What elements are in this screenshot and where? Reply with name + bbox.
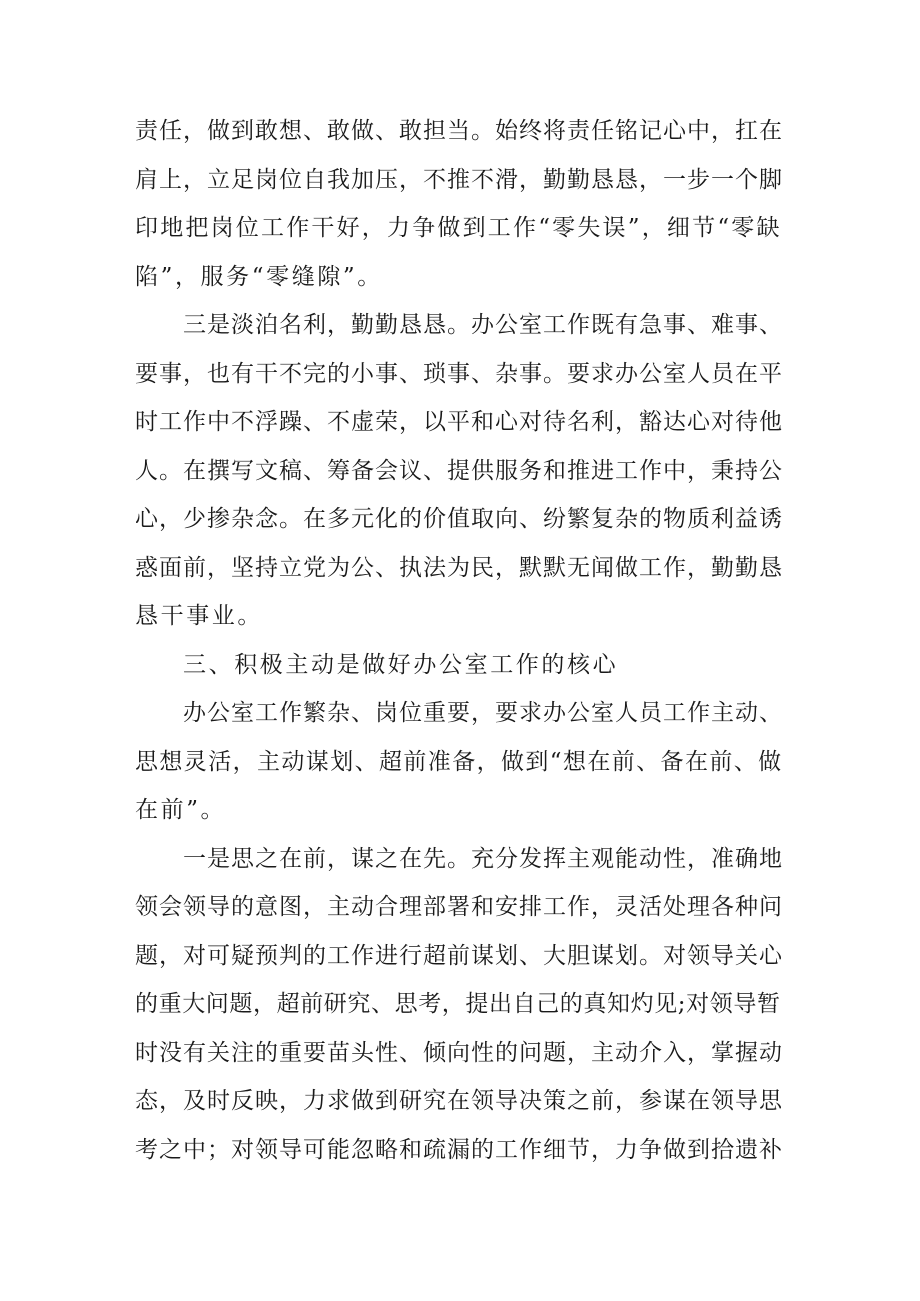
text-line: 三是淡泊名利，勤勤恳恳。办公室工作既有急事、难事、 — [183, 312, 783, 338]
text-line: 一是思之在前，谋之在先。充分发挥主观能动性，准确地 — [183, 845, 783, 872]
text-line: 时没有关注的重要苗头性、倾向性的问题，主动介入，掌握动 — [135, 1039, 783, 1066]
text-line: 人。在撰写文稿、筹备会议、提供服务和推进工作中，秉持公 — [135, 457, 783, 484]
text-line: 印地把岗位工作干好，力争做到工作“零失误”，细节“零缺 — [135, 215, 782, 241]
text-line: 题，对可疑预判的工作进行超前谋划、大胆谋划。对领导关心 — [135, 942, 783, 969]
text-line: 态，及时反映，力求做到研究在领导决策之前，参谋在领导思 — [135, 1088, 783, 1114]
text-line: 要事，也有干不完的小事、琐事、杂事。要求办公室人员在平 — [135, 360, 783, 387]
text-line: 责任，做到敢想、敢做、敢担当。始终将责任铭记心中，扛在 — [135, 118, 783, 144]
text-line: 心，少掺杂念。在多元化的价值取向、纷繁复杂的物质利益诱 — [135, 506, 783, 532]
text-line: 三、积极主动是做好办公室工作的核心 — [183, 651, 619, 678]
document-body — [135, 107, 783, 1174]
text-line: 惑面前，坚持立党为公、执法为民，默默无闻做工作，勤勤恳 — [135, 554, 783, 581]
text-line: 办公室工作繁杂、岗位重要，要求办公室人员工作主动、 — [183, 700, 783, 726]
text-line: 陷”，服务“零缝隙”。 — [135, 263, 383, 290]
text-line: 时工作中不浮躁、不虚荣，以平和心对待名利，豁达心对待他 — [135, 409, 783, 435]
text-line: 思想灵活，主动谋划、超前准备，做到“想在前、备在前、做 — [135, 748, 783, 775]
text-line: 在前”。 — [135, 797, 227, 823]
text-line: 肩上，立足岗位自我加压，不推不滑，勤勤恳恳，一步一个脚 — [135, 166, 783, 193]
text-line: 考之中；对领导可能忽略和疏漏的工作细节，力争做到拾遗补 — [135, 1136, 783, 1163]
text-line: 恳干事业。 — [135, 603, 263, 629]
text-line: 领会领导的意图，主动合理部署和安排工作，灵活处理各种问 — [135, 894, 783, 920]
text-line: 的重大问题，超前研究、思考，提出自己的真知灼见;对领导暂 — [135, 991, 781, 1017]
